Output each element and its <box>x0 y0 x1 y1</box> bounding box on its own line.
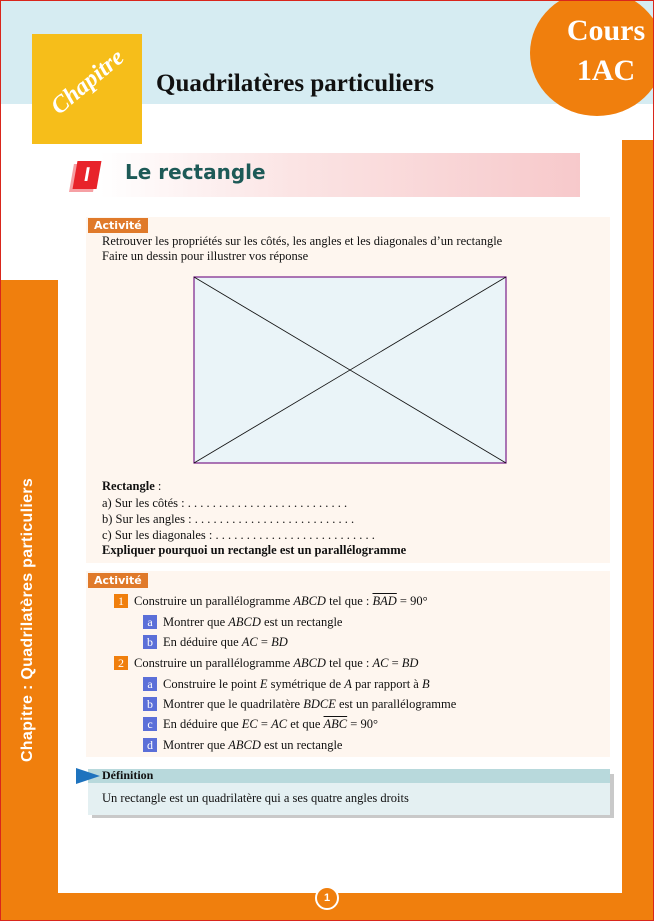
subitem-1b-post: = <box>257 635 272 649</box>
definition-text: Un rectangle est un quadrilatère qui a ses quatre angles droits <box>102 791 409 805</box>
subitem-2d-text <box>163 738 342 753</box>
definition-title: Définition <box>102 768 154 782</box>
item-2-text-it: ABCD <box>293 656 326 670</box>
subitem-2c-post2: et que <box>287 717 324 731</box>
item-2-text-pre: Construire un parallélogramme <box>134 656 294 670</box>
activity1-instruction-2: Faire un dessin pour illustrer vos réponse <box>102 249 309 263</box>
subitem-2b-text <box>163 697 456 712</box>
sidebar-chapter-title: Chapitre : Quadrilatères particuliers <box>19 477 36 763</box>
subitem-2a-post: symétrique de <box>267 677 345 691</box>
subitem-1b-pre: En déduire que <box>163 635 242 649</box>
subitem-2a-it3: B <box>421 677 430 691</box>
subitem-2d-letter: d <box>143 738 157 752</box>
bottom-orange-bar <box>58 893 654 921</box>
item-1-text-post: tel que : <box>325 594 373 608</box>
question-diagonals: c) Sur les diagonales : . . . . . . . . . . . . . . . . . . . . . . . . . . <box>102 528 375 542</box>
page-number: 1 <box>315 886 339 910</box>
explain-question: Expliquer pourquoi un rectangle est un parallélogramme <box>102 543 407 557</box>
subitem-2b-pre: Montrer que le quadrilatère <box>163 697 304 711</box>
item-1-angle: $\overline{BAD}$ <box>372 594 397 608</box>
subitem-1b-it: AC <box>241 635 258 649</box>
subitem-2c-text <box>163 717 378 732</box>
subitem-2a-post2: par rapport à <box>351 677 422 691</box>
page-title: Quadrilatères particuliers <box>156 70 434 97</box>
item-2-text-post: tel que : <box>325 656 373 670</box>
activity-tag-1: Activité <box>88 218 148 233</box>
item-number-1: 1 <box>114 594 128 608</box>
subitem-2c-angle-value: = 90° <box>347 717 378 731</box>
rectangle-figure <box>193 276 507 464</box>
item-1-angle-value: = 90° <box>396 594 428 608</box>
subitem-2a-pre: Construire le point <box>163 677 260 691</box>
item-number-2: 2 <box>114 656 128 670</box>
subitem-1a-pre: Montrer que <box>163 615 229 629</box>
subitem-2d-post: est un rectangle <box>260 738 343 752</box>
section-title: Le rectangle <box>125 160 266 184</box>
subitem-2c-it: EC <box>241 717 258 731</box>
item-2-math2: BD <box>401 656 419 670</box>
subitem-2b-letter: b <box>143 697 157 711</box>
question-angles: b) Sur les angles : . . . . . . . . . . . . . . . . . . . . . . . . . . <box>102 512 355 526</box>
activity1-instruction-1: Retrouver les propriétés sur les côtés, les angles et les diagonales d’un rectangle <box>102 234 503 248</box>
rectangle-heading-word: Rectangle <box>102 479 155 493</box>
right-orange-bar <box>622 140 654 921</box>
item-2-math: AC <box>372 656 389 670</box>
rectangle-heading-colon: : <box>154 479 162 493</box>
question-sides: a) Sur les côtés : . . . . . . . . . . . . . . . . . . . . . . . . . . <box>102 496 348 510</box>
item-1-text <box>134 594 428 609</box>
subitem-2a-letter: a <box>143 677 157 691</box>
section-number: I <box>73 161 102 189</box>
item-1-text-pre: Construire un parallélogramme <box>134 594 294 608</box>
subitem-1b-letter: b <box>143 635 157 649</box>
subitem-2a-text <box>163 677 430 692</box>
course-badge-line2: 1AC <box>576 54 636 87</box>
item-2-text <box>134 656 418 671</box>
subitem-2d-pre: Montrer que <box>163 738 229 752</box>
subitem-2c-it2: AC <box>271 717 288 731</box>
subitem-2c-angle: $\overline{ABC}$ <box>323 717 348 731</box>
item-1-text-it: ABCD <box>293 594 326 608</box>
subitem-2c-post: = <box>257 717 272 731</box>
subitem-1a-letter: a <box>143 615 157 629</box>
subitem-1a-text <box>163 615 342 630</box>
rectangle-heading <box>102 479 161 494</box>
subitem-1b-it2: BD <box>271 635 288 649</box>
subitem-1a-it: ABCD <box>228 615 261 629</box>
activity-tag-2: Activité <box>88 573 148 588</box>
chapter-label-box <box>32 34 142 144</box>
chapter-label: Chapitre <box>46 44 130 120</box>
definition-arrow-icon <box>76 768 100 784</box>
subitem-1b-text <box>163 635 288 650</box>
subitem-2b-it: BDCE <box>303 697 336 711</box>
subitem-2c-letter: c <box>143 717 157 731</box>
subitem-2a-it2: A <box>344 677 352 691</box>
subitem-2c-pre: En déduire que <box>163 717 242 731</box>
item-2-math-eq: = <box>388 656 402 670</box>
subitem-1a-post: est un rectangle <box>260 615 343 629</box>
definition-header <box>88 769 610 783</box>
subitem-2a-it: E <box>259 677 268 691</box>
course-badge-line1: Cours <box>566 14 646 47</box>
subitem-2d-it: ABCD <box>228 738 261 752</box>
subitem-2b-post: est un parallélogramme <box>335 697 457 711</box>
